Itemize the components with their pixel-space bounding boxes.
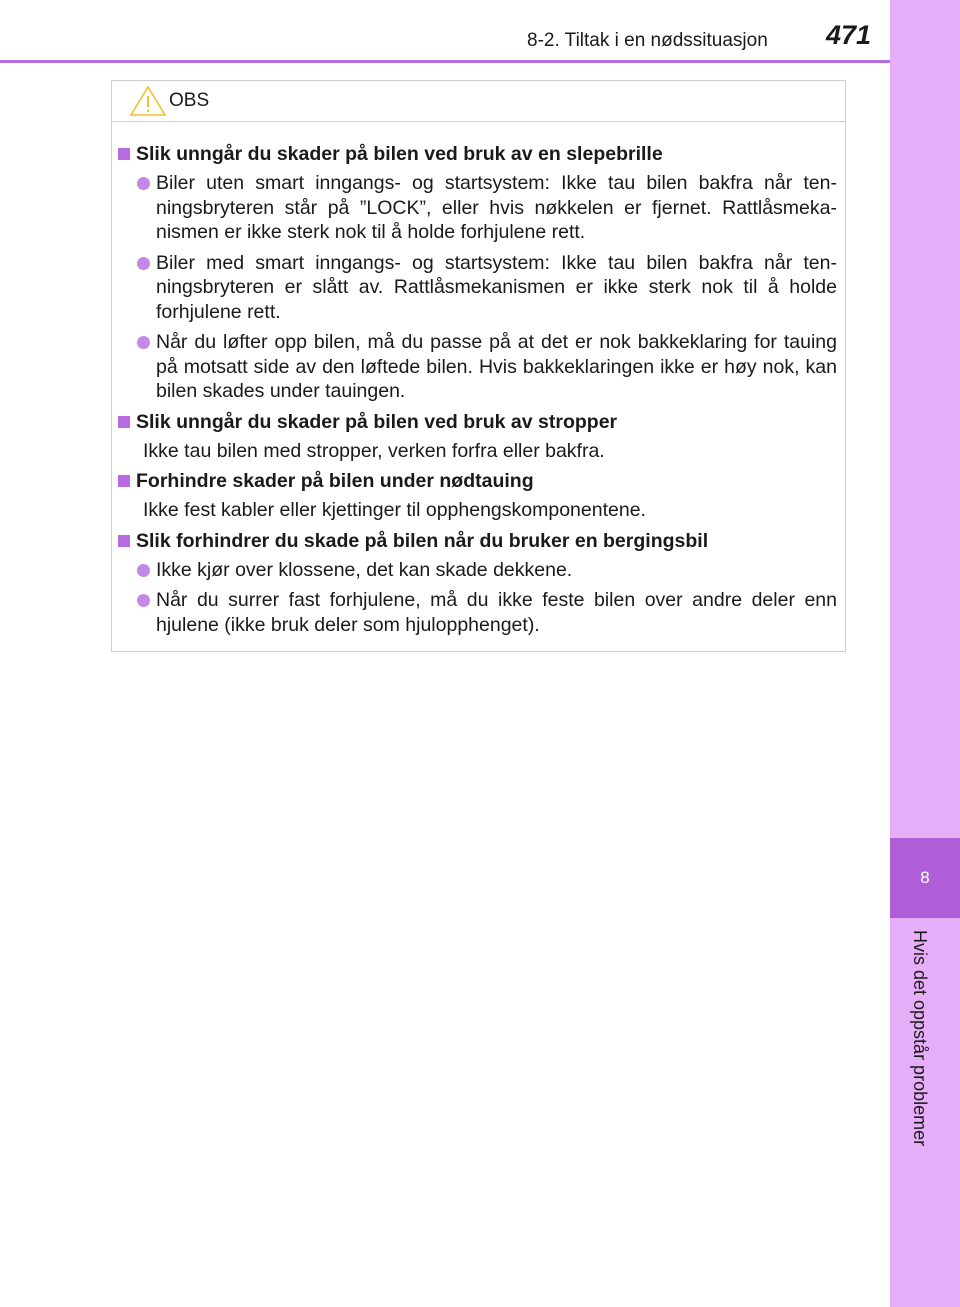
round-bullet-icon bbox=[137, 594, 150, 607]
section-heading-text: Forhindre skader på bilen under nødtauing bbox=[136, 470, 534, 492]
section-title: 8-2. Tiltak i en nødssituasjon bbox=[527, 30, 768, 51]
section-heading bbox=[118, 529, 837, 554]
section-heading bbox=[118, 410, 837, 435]
section-text: Ikke fest kabler eller kjettinger til opphengskomponentene. bbox=[143, 499, 646, 521]
square-bullet-icon bbox=[118, 148, 130, 160]
page-number: 471 bbox=[826, 20, 872, 50]
caution-header bbox=[112, 81, 845, 122]
list-item-text: Biler uten smart inngangs- og startsystem: Ikke tau bilen bakfra når ten-ningsbryteren står på ”LOCK”, eller hvis nøkkelen er fjernet. Rattlåsmeka-nismen er ikke sterk nok til å holde forhjulene rett. bbox=[156, 172, 837, 243]
round-bullet-icon bbox=[137, 257, 150, 270]
list-item bbox=[137, 171, 837, 245]
chapter-number-box bbox=[890, 838, 960, 918]
list-item-text: Biler med smart inngangs- og startsystem: Ikke tau bilen bakfra når ten-ningsbryteren er slått av. Rattlåsmekanismen er ikke sterk nok til å holde forhjulene rett. bbox=[156, 251, 837, 323]
chapter-number: 8 bbox=[920, 868, 930, 887]
section-heading-text: Slik forhindrer du skade på bilen når du bruker en bergingsbil bbox=[136, 529, 709, 552]
section-heading-text: Slik unngår du skader på bilen ved bruk av stropper bbox=[136, 410, 618, 433]
section-heading bbox=[118, 469, 837, 494]
square-bullet-icon bbox=[118, 416, 130, 428]
warning-triangle-icon bbox=[129, 85, 167, 117]
caution-body bbox=[112, 122, 845, 637]
list-item-text: Når du surrer fast forhjulene, må du ikke feste bilen over andre deler enn hjulene (ikke bruk deler som hjulopphenget). bbox=[156, 589, 837, 636]
caution-label: OBS bbox=[169, 90, 210, 111]
caution-box bbox=[111, 80, 846, 652]
list-item bbox=[137, 558, 837, 583]
list-item-text: Ikke kjør over klossene, det kan skade dekkene. bbox=[156, 558, 573, 581]
chapter-title: Hvis det oppstår problemer bbox=[910, 930, 930, 1147]
round-bullet-icon bbox=[137, 564, 150, 577]
list-item bbox=[137, 251, 837, 325]
list-item-text: Når du løfter opp bilen, må du passe på at det er nok bakkeklaring for tauing på motsatt side av den løftede bilen. Hvis bakkeklaringen ikke er høy nok, kan bilen skades under tauingen. bbox=[156, 331, 837, 402]
section-heading-text: Slik unngår du skader på bilen ved bruk av en slepebrille bbox=[136, 143, 663, 165]
round-bullet-icon bbox=[137, 336, 150, 349]
round-bullet-icon bbox=[137, 177, 150, 190]
list-item bbox=[137, 588, 837, 637]
square-bullet-icon bbox=[118, 475, 130, 487]
list-item bbox=[137, 330, 837, 404]
section-heading bbox=[118, 142, 837, 167]
header-rule bbox=[0, 60, 890, 63]
square-bullet-icon bbox=[118, 535, 130, 547]
section-text: Ikke tau bilen med stropper, verken forfra eller bakfra. bbox=[143, 439, 605, 462]
